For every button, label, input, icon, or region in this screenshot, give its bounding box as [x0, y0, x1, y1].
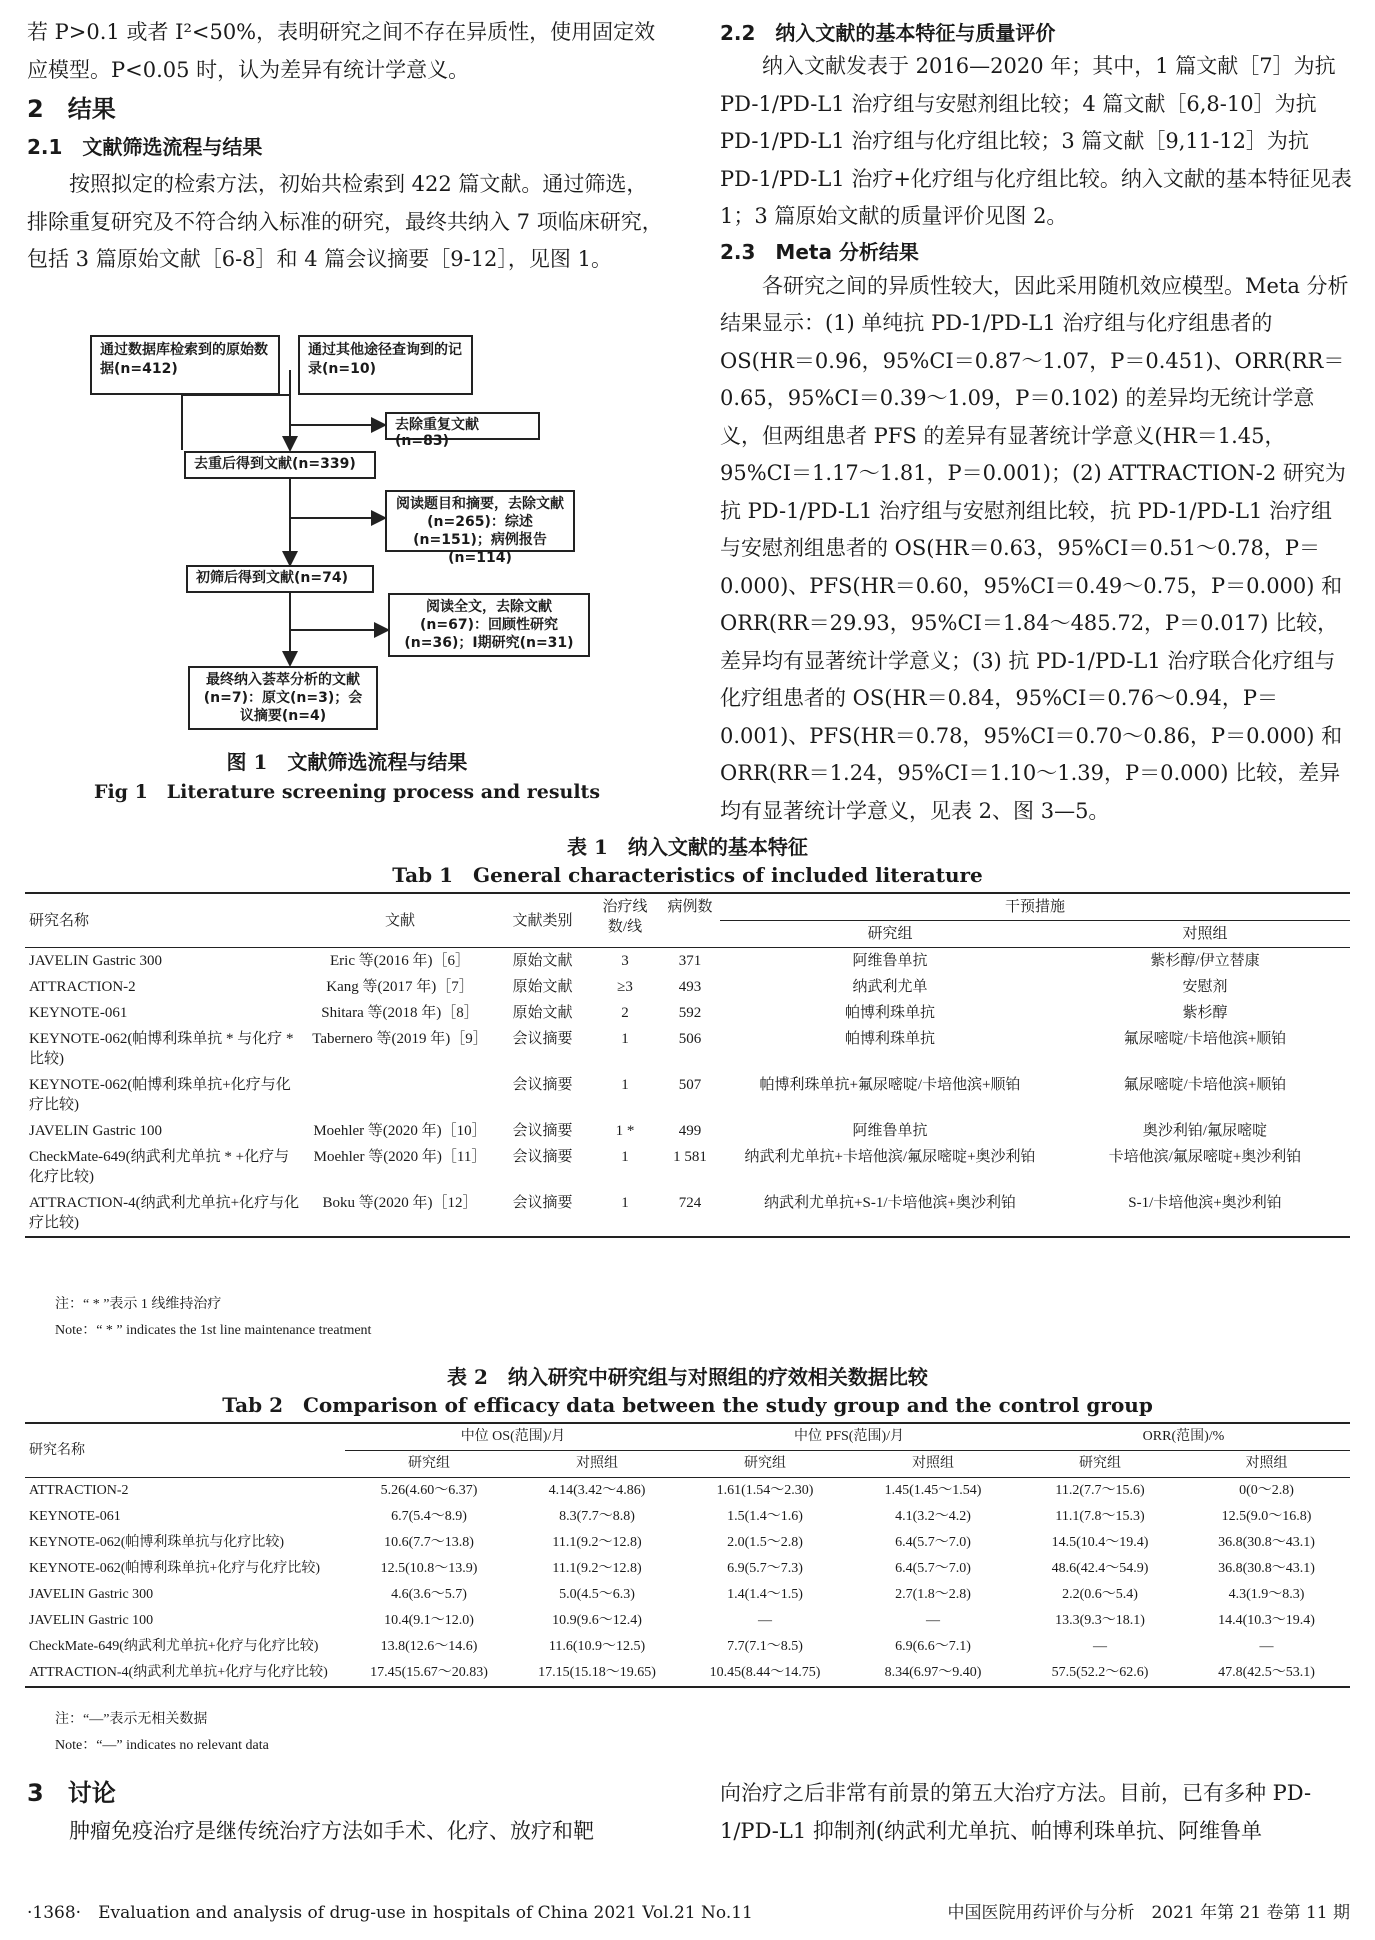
- t1-cases: 499: [678, 1123, 702, 1139]
- t2-orr-control: —: [1259, 1639, 1274, 1654]
- t2-os-control: 5.0(4.5～6.3): [559, 1587, 635, 1602]
- t2-orr-study: —: [1093, 1639, 1107, 1654]
- table-2: [25, 1422, 1350, 1688]
- t1-study-group: 帕博利珠单抗: [844, 1031, 935, 1047]
- t2-orr-control: 47.8(42.5～53.1): [1183, 1660, 1350, 1687]
- t1-study: KEYNOTE-062(帕博利珠单抗 * 与化疗 * 比较): [29, 1031, 294, 1067]
- discussion-paragraph-start: 肿瘤免疫治疗是继传统治疗方法如手术、化疗、放疗和靶: [69, 1818, 594, 1843]
- t1-study-group: 纳武利尤单抗+S-1/卡培他滨+奥沙利铂: [720, 1190, 1060, 1237]
- t1-cases: 507: [678, 1077, 702, 1093]
- t2-header-orr: ORR(范围)/%: [1017, 1423, 1350, 1451]
- t1-control-group: 氟尿嘧啶/卡培他滨+顺铂: [1123, 1031, 1287, 1047]
- t2-header-os: 中位 OS(范围)/月: [345, 1423, 681, 1451]
- t2-orr-control: 36.8(30.8～43.1): [1218, 1535, 1315, 1550]
- discussion-right: [720, 1775, 1352, 1850]
- table-row: [25, 1660, 1350, 1687]
- figure-1-caption: [27, 747, 667, 807]
- t1-type: 原始文献: [512, 979, 573, 995]
- t1-line: 1: [621, 1031, 629, 1047]
- t2-os-study: 13.8(12.6～14.6): [380, 1639, 478, 1654]
- section-2-1-heading: 2.1 文献筛选流程与结果: [27, 134, 263, 159]
- t1-study: KEYNOTE-061: [29, 1005, 128, 1021]
- t2-pfs-control: 1.45(1.45～1.54): [884, 1483, 982, 1498]
- t1-study: JAVELIN Gastric 300: [29, 953, 163, 969]
- t2-study: JAVELIN Gastric 300: [29, 1587, 154, 1602]
- table-1-note-en: Note：“ * ” indicates the 1st line maintenance treatment: [55, 1323, 372, 1338]
- t1-cases: 371: [678, 953, 702, 969]
- section-2-1-paragraph: 按照拟定的检索方法，初始共检索到 422 篇文献。通过筛选，排除重复研究及不符合纳入标准的研究，最终共纳入 7 项临床研究，包括 3 篇原始文献［6-8］和 4 篇会议摘要［9-12］，见图 1。: [27, 172, 663, 271]
- section-2-2-paragraph: 纳入文献发表于 2016—2020 年；其中，1 篇文献［7］为抗 PD-1/PD-L1 治疗组与安慰剂组比较；4 篇文献［6,8-10］为抗 PD-1/PD-L1 治疗组与化疗组比较；3 篇文献［9,11-12］为抗 PD-1/PD-L1 治疗+化疗组与化疗组比较。纳入文献的基本特征见表 1；3 篇原始文献的质量评价见图 2。: [720, 54, 1352, 228]
- right-column-top: [720, 18, 1352, 830]
- t1-study-group: 纳武利尤单抗+卡培他滨/氟尿嘧啶+奥沙利铂: [744, 1149, 1036, 1165]
- t2-header-study: 研究名称: [25, 1423, 345, 1478]
- t1-type: 会议摘要: [512, 1077, 573, 1093]
- t2-pfs-study: 7.7(7.1～8.5): [727, 1639, 803, 1654]
- table-row: [25, 1072, 1350, 1118]
- t1-control-group: 紫杉醇/伊立替康: [1150, 953, 1260, 969]
- t2-orr-study: 11.1(7.8～15.3): [1055, 1509, 1145, 1524]
- t1-ref: Boku 等(2020 年)［12］: [305, 1190, 495, 1237]
- t2-pfs-study: 10.45(8.44～14.75): [681, 1660, 849, 1687]
- t2-pfs-control: —: [926, 1613, 940, 1628]
- t1-study-group: 纳武利尤单: [852, 979, 928, 995]
- section-results-heading: 2 结果: [27, 95, 116, 123]
- t1-line: ≥3: [617, 979, 633, 995]
- table-row: [25, 1000, 1350, 1026]
- t1-study: CheckMate-649(纳武利尤单抗 * +化疗与化疗比较): [29, 1149, 290, 1185]
- table-1: [25, 892, 1350, 1238]
- t1-ref: Eric 等(2016 年)［6］: [330, 953, 470, 969]
- t1-type: 会议摘要: [495, 1190, 590, 1237]
- box-prelim-screen: 初筛后得到文献(n=74): [186, 565, 374, 593]
- table-2-title: [0, 1363, 1375, 1419]
- t2-orr-control: 0(0～2.8): [1239, 1483, 1294, 1498]
- t1-control-group: 氟尿嘧啶/卡培他滨+顺铂: [1123, 1077, 1287, 1093]
- table-row: [25, 1530, 1350, 1556]
- table-2-note-en: Note：“—” indicates no relevant data: [55, 1738, 269, 1753]
- t2-os-control: 4.14(3.42～4.86): [548, 1483, 646, 1498]
- t1-line: 1 *: [615, 1123, 635, 1139]
- table-2-title-cn: 表 2 纳入研究中研究组与对照组的疗效相关数据比较: [447, 1365, 928, 1389]
- t2-orr-study: 57.5(52.2～62.6): [1017, 1660, 1183, 1687]
- t2-os-control: 8.3(7.7～8.8): [559, 1509, 635, 1524]
- discussion-left: [27, 1775, 667, 1850]
- table-1-notes: [55, 1295, 371, 1341]
- t1-study-group: 阿维鲁单抗: [852, 1123, 928, 1139]
- figure-1-caption-en: Fig 1 Literature screening process and results: [93, 781, 601, 803]
- t2-orr-study: 14.5(10.4～19.4): [1051, 1535, 1149, 1550]
- t1-header-control-group: 对照组: [1060, 921, 1350, 948]
- t2-orr-study: 2.2(0.6～5.4): [1062, 1587, 1138, 1602]
- t2-pfs-control: 8.34(6.97～9.40): [849, 1660, 1017, 1687]
- t2-study: ATTRACTION-2: [29, 1483, 129, 1498]
- t1-ref: Moehler 等(2020 年)［10］: [313, 1123, 487, 1139]
- t1-control-group: 紫杉醇: [1182, 1005, 1228, 1021]
- t1-header-study: 研究名称: [25, 893, 305, 948]
- t1-study-group: 帕博利珠单抗: [844, 1005, 935, 1021]
- t2-pfs-control: 2.7(1.8～2.8): [895, 1587, 971, 1602]
- t1-ref: Shitara 等(2018 年)［8］: [321, 1005, 479, 1021]
- table-row: [25, 1144, 1350, 1190]
- t1-header-ref: 文献: [305, 893, 495, 948]
- t2-study: KEYNOTE-061: [29, 1509, 121, 1524]
- t1-line: 3: [621, 953, 629, 969]
- t1-header-type: 文献类别: [495, 893, 590, 948]
- t1-ref: Tabernero 等(2019 年)［9］: [312, 1031, 488, 1047]
- footer-left: ·1368· Evaluation and analysis of drug-use in hospitals of China 2021 Vol.21 No.11: [27, 1903, 753, 1923]
- box-after-dedup: 去重后得到文献(n=339): [184, 451, 376, 479]
- table-2-note-cn: 注：“—”表示无相关数据: [55, 1712, 208, 1727]
- discussion-paragraph-continued: 向治疗之后非常有前景的第五大治疗方法。目前，已有多种 PD-1/PD-L1 抑制剂(纳武利尤单抗、帕博利珠单抗、阿维鲁单: [720, 1781, 1312, 1843]
- table-2-notes: [55, 1710, 269, 1756]
- t1-header-cases: 病例数: [660, 893, 720, 948]
- figure-1-caption-cn: 图 1 文献筛选流程与结果: [226, 750, 468, 774]
- footer-right: 中国医院用药评价与分析 2021 年第 21 卷第 11 期: [947, 1903, 1350, 1923]
- table-row: [25, 1118, 1350, 1144]
- t2-pfs-control: 6.9(6.6～7.1): [895, 1639, 971, 1654]
- table-row: [25, 1190, 1350, 1237]
- box-fulltext-excluded: 阅读全文，去除文献(n=67)：回顾性研究(n=36)；Ⅰ期研究(n=31): [388, 593, 590, 657]
- t2-os-study: 10.6(7.7～13.8): [384, 1535, 474, 1550]
- t2-orr-study: 13.3(9.3～18.1): [1055, 1613, 1145, 1628]
- t1-line: 1: [621, 1149, 629, 1165]
- section-2-3-heading: 2.3 Meta 分析结果: [720, 239, 919, 264]
- t1-study: JAVELIN Gastric 100: [29, 1123, 163, 1139]
- t2-header-os-control: 对照组: [513, 1451, 681, 1478]
- t2-os-control: 11.1(9.2～12.8): [552, 1535, 642, 1550]
- t1-type: 原始文献: [512, 1005, 573, 1021]
- t2-orr-control: 12.5(9.0～16.8): [1221, 1509, 1312, 1524]
- table-row: [25, 1634, 1350, 1660]
- t2-pfs-control: 4.1(3.2～4.2): [895, 1509, 971, 1524]
- t2-pfs-study: 6.9(5.7～7.3): [727, 1561, 803, 1576]
- box-duplicates-removed: 去除重复文献(n=83): [385, 412, 540, 440]
- t2-os-study: 4.6(3.6～5.7): [391, 1587, 467, 1602]
- t2-header-orr-control: 对照组: [1183, 1451, 1350, 1478]
- t2-os-study: 10.4(9.1～12.0): [384, 1613, 474, 1628]
- t2-os-study: 6.7(5.4～8.9): [391, 1509, 467, 1524]
- t2-pfs-study: 2.0(1.5～2.8): [727, 1535, 803, 1550]
- method-paragraph-end: 若 P>0.1 或者 I²<50%，表明研究之间不存在异质性，使用固定效应模型。P<0.05 时，认为差异有统计学意义。: [27, 20, 656, 82]
- table-row: [25, 1026, 1350, 1072]
- table-1-title: [0, 833, 1375, 889]
- table-1-note-cn: 注：“ * ”表示 1 线维持治疗: [55, 1297, 222, 1312]
- t2-os-control: 17.15(15.18～19.65): [513, 1660, 681, 1687]
- box-final-included: 最终纳入荟萃分析的文献(n=7)：原文(n=3)；会议摘要(n=4): [188, 666, 378, 730]
- box-other-records: 通过其他途径查询到的记录(n=10): [298, 335, 473, 395]
- t1-study: ATTRACTION-2: [29, 979, 136, 995]
- t2-pfs-study: 1.4(1.4～1.5): [727, 1587, 803, 1602]
- table-row: [25, 1582, 1350, 1608]
- t1-line: 1: [590, 1190, 660, 1237]
- t2-os-study: 12.5(10.8～13.9): [380, 1561, 478, 1576]
- t2-study: KEYNOTE-062(帕博利珠单抗+化疗与化疗比较): [29, 1561, 320, 1576]
- t2-study: KEYNOTE-062(帕博利珠单抗与化疗比较): [29, 1535, 285, 1550]
- t1-header-line: 治疗线数/线: [590, 893, 660, 948]
- t1-type: 会议摘要: [512, 1031, 573, 1047]
- t1-control-group: 安慰剂: [1182, 979, 1228, 995]
- table-row: [25, 1504, 1350, 1530]
- section-2-2-heading: 2.2 纳入文献的基本特征与质量评价: [720, 21, 1056, 45]
- t2-orr-control: 4.3(1.9～8.3): [1228, 1587, 1305, 1602]
- t2-pfs-study: 1.5(1.4～1.6): [727, 1509, 803, 1524]
- t1-study-group: 阿维鲁单抗: [852, 953, 928, 969]
- t2-header-os-study: 研究组: [345, 1451, 513, 1478]
- t1-cases: 592: [678, 1005, 702, 1021]
- t1-study: ATTRACTION-4(纳武利尤单抗+化疗与化疗比较): [25, 1190, 305, 1237]
- t1-header-study-group: 研究组: [720, 921, 1060, 948]
- t1-type: 会议摘要: [512, 1149, 573, 1165]
- t2-header-pfs-control: 对照组: [849, 1451, 1017, 1478]
- table-row: [25, 1608, 1350, 1634]
- t1-header-intervention: 干预措施: [720, 893, 1350, 921]
- table-row: [25, 1478, 1350, 1505]
- t1-line: 1: [621, 1077, 629, 1093]
- box-database-records: 通过数据库检索到的原始数据(n=412): [90, 335, 280, 395]
- box-title-abstract-excluded: 阅读题目和摘要，去除文献(n=265)：综述(n=151)；病例报告(n=114): [385, 490, 575, 552]
- t2-pfs-study: —: [758, 1613, 772, 1628]
- t1-ref: [305, 1072, 495, 1118]
- t2-orr-control: 36.8(30.8～43.1): [1218, 1561, 1315, 1576]
- t1-cases: 493: [678, 979, 702, 995]
- t2-os-study: 5.26(4.60～6.37): [380, 1483, 478, 1498]
- t2-os-control: 11.6(10.9～12.5): [548, 1639, 646, 1654]
- t1-cases: 1 581: [673, 1149, 707, 1165]
- t2-header-pfs-study: 研究组: [681, 1451, 849, 1478]
- t2-os-control: 10.9(9.6～12.4): [552, 1613, 642, 1628]
- t2-orr-control: 14.4(10.3～19.4): [1218, 1613, 1315, 1628]
- t1-cases: 506: [678, 1031, 702, 1047]
- t1-ref: Moehler 等(2020 年)［11］: [313, 1149, 487, 1165]
- t2-orr-study: 48.6(42.4～54.9): [1051, 1561, 1149, 1576]
- t1-type: 会议摘要: [512, 1123, 573, 1139]
- t2-pfs-study: 1.61(1.54～2.30): [716, 1483, 814, 1498]
- t2-study: ATTRACTION-4(纳武利尤单抗+化疗与化疗比较): [25, 1660, 345, 1687]
- t2-os-study: 17.45(15.67～20.83): [345, 1660, 513, 1687]
- t2-os-control: 11.1(9.2～12.8): [552, 1561, 642, 1576]
- table-row: [25, 948, 1350, 975]
- t1-study-group: 帕博利珠单抗+氟尿嘧啶/卡培他滨+顺铂: [759, 1077, 1021, 1093]
- table-1-title-en: Tab 1 General characteristics of included literature: [392, 863, 983, 887]
- table-2-title-en: Tab 2 Comparison of efficacy data between the study group and the control group: [222, 1393, 1153, 1417]
- table-row: [25, 974, 1350, 1000]
- t2-header-orr-study: 研究组: [1017, 1451, 1183, 1478]
- table-1-title-cn: 表 1 纳入文献的基本特征: [567, 835, 808, 859]
- table-row: [25, 1556, 1350, 1582]
- t1-study: KEYNOTE-062(帕博利珠单抗+化疗与化疗比较): [29, 1077, 291, 1113]
- t1-ref: Kang 等(2017 年)［7］: [326, 979, 474, 995]
- t1-cases: 724: [660, 1190, 720, 1237]
- section-discussion-heading: 3 讨论: [27, 1779, 116, 1807]
- t2-pfs-control: 6.4(5.7～7.0): [895, 1535, 971, 1550]
- t1-control-group: 奥沙利铂/氟尿嘧啶: [1142, 1123, 1268, 1139]
- t2-orr-study: 11.2(7.7～15.6): [1055, 1483, 1145, 1498]
- t2-study: CheckMate-649(纳武利尤单抗+化疗与化疗比较): [29, 1639, 319, 1654]
- t1-control-group: 卡培他滨/氟尿嘧啶+奥沙利铂: [1108, 1149, 1302, 1165]
- t1-control-group: S-1/卡培他滨+奥沙利铂: [1060, 1190, 1350, 1237]
- t2-header-pfs: 中位 PFS(范围)/月: [681, 1423, 1017, 1451]
- t2-study: JAVELIN Gastric 100: [29, 1613, 154, 1628]
- t2-pfs-control: 6.4(5.7～7.0): [895, 1561, 971, 1576]
- t1-line: 2: [621, 1005, 629, 1021]
- section-2-3-paragraph: 各研究之间的异质性较大，因此采用随机效应模型。Meta 分析结果显示：(1) 单纯抗 PD-1/PD-L1 治疗组与化疗组患者的 OS(HR＝0.96，95%CI＝0.87～1.07，P＝0.451)、ORR(RR＝0.65，95%CI＝0.39～1.09，P＝0.102) 的差异均无统计学意义，但两组患者 PFS 的差异有显著统计学意义(HR＝1.45，95%CI＝1.17～1.81，P＝0.001)；(2) ATTRACTION-2 研究为抗 PD-1/PD-L1 治疗组与安慰剂组比较，抗 PD-1/PD-L1 治疗组与安慰剂组患者的 OS(HR＝0.63，95%CI＝0.51～0.78，P＝0.000)、PFS(HR＝0.60，95%CI＝0.49～0.75，P＝0.000) 和 ORR(RR＝29.93，95%CI＝1.84～485.72，P＝0.017) 比较，差异均有显著统计学意义；(3) 抗 PD-1/PD-L1 治疗联合化疗组与化疗组患者的 OS(HR＝0.84，95%CI＝0.76～0.94，P＝0.001)、PFS(HR＝0.78，95%CI＝0.70～0.86，P＝0.000) 和 ORR(RR＝1.24，95%CI＝1.10～1.39，P＝0.000) 比较，差异均有显著统计学意义，见表 2、图 3—5。: [720, 273, 1349, 823]
- t1-type: 原始文献: [512, 953, 573, 969]
